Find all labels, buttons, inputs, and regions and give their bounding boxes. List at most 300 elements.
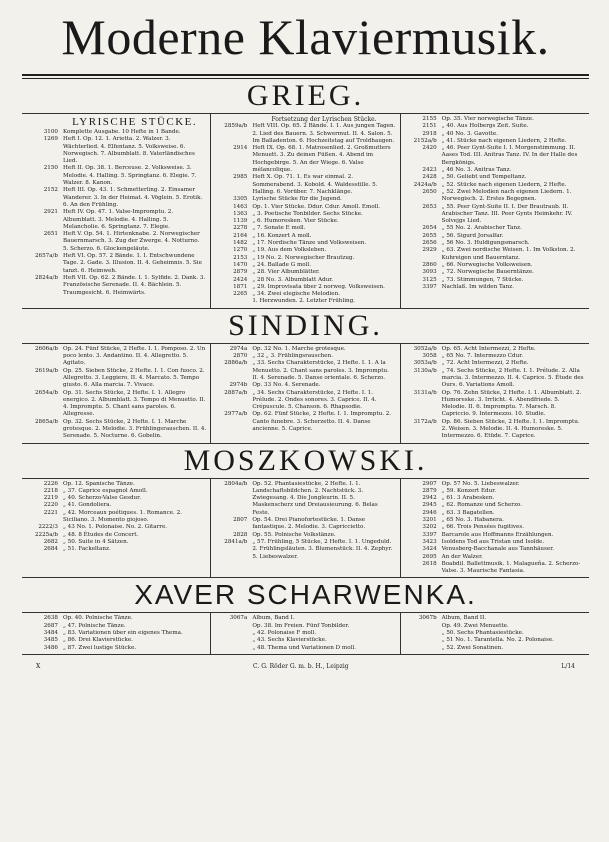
catalog-entry [401,131,585,138]
composer-section [22,343,589,444]
catalog-entry [401,174,585,181]
catalog-number: 2879 [422,487,437,494]
catalog-number: 1139 [233,218,248,225]
work-title: „ 37. Caprice espagnol Amoll. [63,487,148,494]
catalog-number: 2226 [43,480,58,487]
catalog-number: 2650 [422,188,437,195]
work-title: Heft IV. Op. 47. 1. Valse-Impromptu. 2. Albumblatt. 3. Melodie. 4. Halling. 5. Melancholie. 6. Springtanz. 7. Elegie. [63,209,174,230]
work-title: „ 46 No. 3. Anitras Tanz. [441,167,512,174]
catalog-entry [211,204,395,211]
catalog-entry [401,502,585,509]
work-title: „ 16. Konzert A moll. [252,232,312,239]
catalog-page [22,8,589,670]
catalog-number: 2841a/b [224,538,248,545]
catalog-number: 2278 [233,225,248,232]
catalog-number: 3423 [422,538,437,545]
work-title: Heft V. Op. 54. 1. Hirtenknabe. 2. Norwegischer Bauernmarsch. 3. Zug der Zwerge. 4. Notturno. 5. Scherzo. 6. Glockengeläute. [63,231,200,252]
catalog-number: 1463 [233,203,248,210]
work-title: „ 6. Humoresken. Vier Stücke. [252,218,339,225]
work-title: Op. 62. Fünf Stücke, 2 Hefte. I. 1. Impromptu. 2. Canto funebre. 3. Scherzetto. II. 4. Danse ancienne. 5. Caprice. [252,411,392,432]
catalog-number: 2879 [233,269,248,276]
catalog-entry [22,488,206,495]
catalog-entry [401,233,585,240]
catalog-number: 2974b [229,382,248,389]
catalog-column [401,114,589,308]
catalog-number: 2265 [233,291,248,298]
catalog-entry [211,298,395,305]
catalog-entry [401,615,585,622]
work-title: „ 52. Stücke nach eigenen Liedern, 2 Hefte. [441,181,567,188]
catalog-number: 2219 [43,495,58,502]
work-title: „ 41. Gondoliera. [63,502,112,509]
catalog-entry [22,165,206,187]
catalog-number: 3305 [233,196,248,203]
catalog-number: 2218 [43,487,58,494]
catalog-number [22,116,63,129]
catalog-entry [401,145,585,167]
work-title: Op. 40. Polnische Tänze. [63,615,133,622]
catalog-entry [22,419,206,441]
work-title: „ 57. Frühling, 5 Stücke, 2 Hefte. I. 1. Ungeduld. 2. Frühlingsläuten. 3. Blumenstück. II. 4. Zephyr. 5. Liebeswalzer. [252,538,393,560]
work-title: Venusberg-Bacchanale aus Tannhäuser. [441,546,555,553]
work-title: Op. 38. Im Freien. Fünf Tonbilder. [252,622,350,629]
catalog-entry [401,539,585,546]
catalog-number: 2656 [422,240,437,247]
catalog-entry [401,284,585,291]
catalog-number [401,645,442,652]
work-title: „ 46. Peer Gynt-Suite I. I. Morgenstimmung. II. Aases Tod. III. Anitras Tanz. IV. In der Halle des Bergkönigs. [441,145,578,166]
work-title: Op. 55. Polnische Volkstänze. [252,531,336,538]
work-title: „ 72. Norwegische Bauerntänze. [441,269,534,276]
catalog-entry [401,510,585,517]
catalog-entry [211,517,395,532]
catalog-entry [401,637,585,644]
catalog-entry [211,411,395,433]
catalog-number: 2164 [233,232,248,239]
catalog-column [401,479,589,578]
work-title: Op. 52. Phantasiestücke, 2 Hefte. I. 1. Landschaftsbildchen. 2. Nachtstück. 3. Zwiegesang. 4. Die Jongleurin. II. 5. Maskenscherz und Dreiausieurung. 6. Belas Feste. [252,480,378,516]
catalog-number: 2657a/b [34,253,58,260]
catalog-entry [211,291,395,298]
catalog-entry [211,145,395,174]
catalog-entry [22,524,206,531]
catalog-entry [211,116,395,123]
catalog-entry [211,353,395,360]
catalog-entry [22,253,206,275]
catalog-entry [22,510,206,525]
work-title: „ 24. Ballade G moll. [252,261,311,268]
catalog-entry [211,211,395,218]
work-title: „ 50. Suite in 4 Sätzen. [63,538,129,545]
catalog-entry [401,488,585,495]
composer-section [22,612,589,654]
catalog-entry [211,269,395,276]
catalog-entry [22,136,206,165]
catalog-column [401,613,589,653]
catalog-number: 2423 [422,167,437,174]
catalog-number: 2225a/b [34,531,58,538]
composer-heading: XAVER SCHARWENKA. [134,579,477,611]
catalog-number: 1269 [43,136,58,143]
catalog-number: 2152 [43,187,58,194]
catalog-number [401,623,442,630]
catalog-entry [22,645,206,652]
work-title: „ 55. Peer Gynt-Suite II. I. Der Brautraub. II. Arabischer Tanz. III. Peer Gynts Heimkehr. IV. Solvejgs Lied. [441,203,573,225]
catalog-number: 1363 [233,210,248,217]
catalog-entry [401,645,585,652]
catalog-entry [22,623,206,630]
catalog-entry [401,138,585,145]
catalog-number: 2152a/b [413,137,437,144]
catalog-entry [22,209,206,231]
work-title: „ 56. Sigurd Jorsalfar. [441,232,504,239]
work-title: Lyrische Stücke für die Jugend. [252,196,342,203]
work-title: Op. 25. Sieben Stücke, 2 Hefte. I. 1. Con fuoco. 2. Allegretto. 3. Leggiero. II. 4. Marcato. 5. Tempo giusto. 6. Alla marcia. 7. Vivace. [63,367,205,389]
catalog-number: 3486 [43,644,58,651]
catalog-entry [211,623,395,630]
catalog-entry [22,630,206,637]
page-title: Moderne Klaviermusik. [61,9,550,65]
composer-section [22,113,589,309]
catalog-number: 2420 [422,145,437,152]
work-title: „ 56 No. 3. Huldigungsmarsch. [441,240,530,247]
catalog-number: 1470 [233,261,248,268]
work-title: „ 7. Sonate E moll. [252,225,306,232]
work-title: Op. 49. Zwei Menuette. [441,622,509,629]
catalog-entry [211,284,395,291]
catalog-entry [401,116,585,123]
catalog-entry [22,502,206,509]
catalog-number: 2942 [422,495,437,502]
catalog-number: 2807 [233,517,248,524]
work-title: Boabdil. Ballettmusik. 1. Malagueña. 2. Scherzo-Valse. 3. Maurische Fantasia. [441,560,581,575]
catalog-entry [22,495,206,502]
catalog-entry [401,225,585,232]
catalog-number: 3397 [422,531,437,538]
work-title: „ 65 No. 7. Intermezzo Cdur. [441,353,524,360]
catalog-number: 3100 [43,129,58,135]
catalog-entry [211,637,395,644]
catalog-entry [211,382,395,389]
catalog-number: 3052a/b [413,345,437,352]
work-title: „ 42. Polonaise F moll. [252,630,317,637]
catalog-number: 2651 [43,231,58,238]
work-title: Heft III. Op. 43. 1. Schmetterling. 2. Einsamer Wanderer. 3. In der Heimat. 4. Vöglein. 5. Erotik. 6. An den Frühling. [63,187,203,208]
catalog-number: 2870 [233,353,248,360]
catalog-entry [211,174,395,196]
work-title: Op. 31. Sechs Stücke, 2 Hefte. I. 1. Allegro energico. 2. Albumblatt. 3. Tempo di Menuetto. II. 4. Impromptu. 5. Chant sans paroles. 6. Allegresse. [63,389,206,418]
work-title: „ 34. Sechs Charakterstücke, 2 Hefte. I. 1. Prélude. 2. Ondes sonores. 3. Caprice. II. 4. Crépuscule. 5. Chanson. 6. Rhapsodie. [252,389,377,411]
footer-page-code: L/14 [561,662,575,670]
catalog-number: 2921 [43,209,58,216]
catalog-entry [401,189,585,204]
catalog-number: 2222/3 [38,524,58,531]
work-title: „ 65 No. 3. Habanera. [441,517,504,524]
work-title: „ 47. Polnische Tänze. [63,622,126,629]
work-title: „ 55 No. 2. Arabischer Tanz. [441,225,522,232]
catalog-entry [401,532,585,539]
catalog-column [211,479,400,578]
catalog-number: 2655 [422,232,437,239]
catalog-entry [401,546,585,553]
catalog-number: 3067a [229,615,248,622]
catalog-number: 2424a/b [413,181,437,188]
work-title: „ 28. Vier Albumblätter. [252,269,320,276]
catalog-number: 2695 [422,553,437,560]
work-title: „ 40. Scherzo-Valse Gesdur. [63,495,141,502]
work-title: „ 52. Zwei Sonatinen. [441,644,504,651]
work-title: „ 51 No. 1. Tarantella. No. 2. Polonaise. [441,637,554,644]
catalog-entry [211,346,395,353]
work-title: „ 50. Sechs Phantasiestücke. [441,630,524,637]
work-title: Op. 57 No. 5. Liebeswalzer. [441,480,520,487]
work-title: „ 66. Trois Pensées fugitives. [441,524,524,531]
composer-heading: MOSZKOWSKI. [183,443,428,477]
catalog-entry [22,129,206,136]
catalog-column [22,114,211,308]
catalog-number: 2221 [43,509,58,516]
work-title: „ 3. Poetische Tonbilder. Sechs Stücke. [252,210,363,217]
catalog-entry [211,123,395,145]
work-title: „ 48. Thema und Variationen D moll. [252,644,356,651]
catalog-number: 1482 [233,240,248,247]
catalog-number: 3202 [422,524,437,531]
catalog-column [22,613,211,653]
catalog-number: 3058 [422,353,437,360]
work-title: „ 42. Morceaux poétiques. 1. Romance. 2. Siciliano. 3. Momento giojoso. [63,509,182,524]
work-title: „ 48. 8 Études de Concert. [63,531,139,538]
work-title: Op. 54. Drei Pianofortestücke. 1. Danse fantastique. 2. Melodie. 3. Capriccietto. [252,517,366,531]
work-title: Isoldens Tod aus Tristan und Isolde. [441,538,545,545]
catalog-entry [22,546,206,553]
catalog-number [211,645,252,652]
work-title: „ 50. Geliebt und Tempeltanz. [441,174,527,181]
work-title: „ 43 No. 1. Polonaise. No. 2. Gitarre. [63,524,168,531]
catalog-number [211,298,252,305]
catalog-entry [401,561,585,576]
catalog-number: 1270 [233,247,248,254]
catalog-entry [401,360,585,367]
work-title: Heft VI. Op. 57. 2 Bände. 1. I. Entschwundene Tage. 2. Gade. 3. Illusion. II. 4. Geheimnis. 5. Sie tanzt. 6. Heimweh. [63,253,202,274]
work-title: Op. 35. Vier norwegische Tänze. [441,116,534,122]
catalog-entry [401,524,585,531]
work-title: Komplette Ausgabe. 10 Hefte in 1 Bande. [63,129,181,135]
catalog-number [401,630,442,637]
work-title: „ 41. Stücke nach eigenen Liedern, 2 Hefte. [441,137,567,144]
catalog-entry [401,554,585,561]
catalog-entry [22,116,206,129]
catalog-entry [22,275,206,297]
catalog-entry [211,277,395,284]
work-title: „ 40 No. 3. Gavotte. [441,130,498,137]
catalog-number: 2684 [43,546,58,553]
work-title: „ 62. Romanze und Scherzo. [441,502,522,509]
catalog-number: 2929 [422,247,437,254]
work-title: „ 19. Aus dem Volksleben. [252,247,327,254]
catalog-entry [211,539,395,561]
catalog-number: 2985 [233,174,248,181]
catalog-entry [211,645,395,652]
catalog-number: 2653 [422,203,437,210]
catalog-column [211,344,400,443]
catalog-entry [401,240,585,247]
catalog-number: 2824a/b [34,274,58,281]
catalog-number: 3131a/b [413,389,437,396]
catalog-entry [211,218,395,225]
catalog-entry [211,255,395,262]
catalog-number: 2828 [233,531,248,538]
composer-heading: GRIEG. [246,79,365,112]
composer-section [22,478,589,579]
catalog-number: 3484 [43,630,58,637]
catalog-number: 2654 [422,225,437,232]
catalog-number: 2619a/b [34,367,58,374]
catalog-number: 2918 [422,130,437,137]
work-title: Op. 86. Sieben Stücke, 2 Hefte. I. 1. Impromptu. 2. Weisen. 3. Melodie. II. 4. Humoreske. 5. Intermezzo. 6. Etüde. 7. Caprice. [441,418,580,440]
work-title: An der Walzer. [441,553,483,560]
catalog-number: 2946 [422,509,437,516]
catalog-entry [401,277,585,284]
work-title: Heft IX. Op. 68. 1. Matrosenlied. 2. Großmutters Menuett. 3. Zu deinen Füßen. 4. Abend im Hochgebirge. 5. An der Wiege. 6. Valse mélancolique. [252,145,391,174]
catalog-entry [211,532,395,539]
catalog-entry [22,368,206,390]
catalog-number: 2945 [422,502,437,509]
work-title: „ 19 No. 2. Norwegischer Brautzug. [252,254,355,261]
catalog-entry [401,495,585,502]
catalog-number: 2428 [422,174,437,181]
catalog-number: 2974a [229,345,248,352]
composer-heading: SINDING. [228,308,383,342]
catalog-entry [211,262,395,269]
catalog-entry [401,346,585,353]
work-title: „ 87. Zwei lustige Stücke. [63,644,137,651]
catalog-number: 1871 [233,283,248,290]
catalog-number: 3172a/b [413,418,437,425]
catalog-number [211,623,252,630]
catalog-number: 2618 [422,560,437,567]
catalog-number: 2153 [233,254,248,261]
catalog-number: 3201 [422,517,437,524]
catalog-entry [22,539,206,546]
work-title: „ 59. Konzert Edur. [441,487,497,494]
catalog-number: 3093 [422,269,437,276]
catalog-entry [211,225,395,232]
catalog-number: 2886a/b [224,360,248,367]
work-title: „ 32 „ 3. Frühlingsrauschen. [252,353,333,360]
work-title: Op. 32. Sechs Stücke, 2 Hefte. I. 1. Marche grotesque. 2. Melodie. 3. Frühlingsrauschen. II. 4. Serenade. 5. Nocturne. 6. Gobelin. [63,418,207,440]
catalog-number [211,116,252,123]
work-title: 1. Herzwunden. 2. Letzter Frühling. [252,298,355,305]
work-title: „ 74. Sechs Stücke, 2 Hefte. I. 1. Prélude. 2. Alla marcia. 3. Intermezzo. II. 4. Caprice. 5. Étude des Ours. 6. Variations Amoll. [441,367,584,389]
catalog-entry [211,481,395,517]
work-title: „ 40. Aus Holbergs Zeit. Suite. [441,123,529,130]
work-title: „ 17. Nordische Tänze und Volksweisen. [252,240,367,247]
catalog-number: 2638 [43,615,58,622]
catalog-column [211,114,400,308]
catalog-column [211,613,400,653]
catalog-number: 2860 [422,261,437,268]
work-title: „ 28 No. 3. Albumblatt Adur. [252,276,334,283]
work-title: Album, Band II. [441,615,487,622]
catalog-number: 2220 [43,502,58,509]
catalog-entry [22,346,206,368]
catalog-entry [401,368,585,390]
catalog-number: 2151 [422,123,437,130]
catalog-entry [401,353,585,360]
catalog-number: 2914 [233,145,248,152]
catalog-number: 2654a/b [34,389,58,396]
work-title: „ 63. Zwei nordische Weisen. 1. Im Volkston. 2. Kuhreigen und Bauerntanz. [441,247,576,261]
work-title: Barcarole aus Hoffmanns Erzählungen. [441,531,554,538]
catalog-entry [211,247,395,254]
page-footer [22,663,589,670]
work-title: „ 51. Fackeltanz. [63,546,111,553]
work-title: Heft VII. Op. 62. 2 Bände. I. 1. Sylfide. 2. Dank. 3. Französische Serenade. II. 4. Bächlein. 5. Traumgesicht. 6. Heimwärts. [63,274,206,296]
catalog-entry [22,390,206,419]
catalog-number: 2907 [422,480,437,487]
catalog-number: 3125 [422,276,437,283]
work-title: Nachlaß. Im wilden Tanz. [441,283,514,290]
catalog-entry [211,196,395,203]
catalog-entry [211,615,395,622]
catalog-number: 3485 [43,637,58,644]
work-title: Op. 76. Zehn Stücke, 2 Hefte. I. 1. Albumblatt. 2. Humoreske. 3. Irrlicht. 4. Abendfriede. 5. Melodie. II. 6. Impromptu. 7. Marsch. 8. Capriccio. 9. Intermezzo. 10. Studie. [441,389,582,418]
work-title: Op. 65. Acht Intermezzi, 2 Hefte. [441,345,536,352]
catalog-number: 2606a/b [34,345,58,352]
catalog-entry [211,240,395,247]
catalog-column [22,344,211,443]
catalog-number: 2687 [43,622,58,629]
work-title: LYRISCHE STÜCKE. [72,116,198,128]
catalog-entry [22,637,206,644]
catalog-entry [22,615,206,622]
catalog-entry [22,187,206,209]
catalog-number: 2150 [43,165,58,172]
catalog-number [401,637,442,644]
work-title: „ 66. Norwegische Volksweisen. [441,261,533,268]
catalog-entry [401,167,585,174]
catalog-entry [211,630,395,637]
catalog-number [211,637,252,644]
catalog-entry [401,247,585,262]
catalog-number: 2865a/b [34,418,58,425]
catalog-entry [401,630,585,637]
work-title: Op. 12. Spanische Tänze. [63,480,135,487]
catalog-column [22,479,211,578]
work-title: „ 52. Zwei Melodien nach eigenen Liedern. 1. Norwegisch. 2. Erstes Begegnen. [441,188,572,203]
catalog-entry [401,390,585,419]
work-title: Album, Band I. [252,615,295,622]
work-title: Op. 24. Fünf Stücke, 2 Hefte. I. 1. Pomposo. 2. Un poco lento. 3. Andantino. II. 4. Allegretto. 5. Agitato. [63,345,206,367]
catalog-number: 2859a/b [224,123,248,130]
catalog-entry [401,269,585,276]
catalog-entry [401,123,585,130]
work-title: Heft II. Op. 38. 1. Berceuse. 2. Volksweise. 3. Melodie. 4. Halling. 5. Springtanz. 6. Elegie. 7. Walzer. 8. Kanon. [63,165,197,187]
catalog-entry [22,532,206,539]
catalog-entry [401,204,585,226]
catalog-number: 2887a/b [224,389,248,396]
catalog-number: 3424 [422,546,437,553]
work-title: Op. 32 No. 1. Marche grotesque. [252,345,346,352]
work-title: „ 86. Drei Klavierstücke. [63,637,133,644]
work-title: „ 33. Sechs Charakterstücke, 2 Hefte. I. 1. A la Menuetto. 2. Chant sans paroles. 3. Impromptu. II. 4. Serenade. 5. Danse orientale. 6. Scherzo. [252,360,389,381]
catalog-column [401,344,589,443]
work-title: „ 43. Sechs Klavierstücke. [252,637,327,644]
catalog-number: 3130a/b [413,367,437,374]
work-title: „ 29. Improvisata über 2 norweg. Volksweisen. [252,283,385,290]
footer-left: X [36,662,41,670]
work-title: Op. 1. Vier Stücke. Ddur. Cdur. Amoll. Emoll. [252,203,381,210]
